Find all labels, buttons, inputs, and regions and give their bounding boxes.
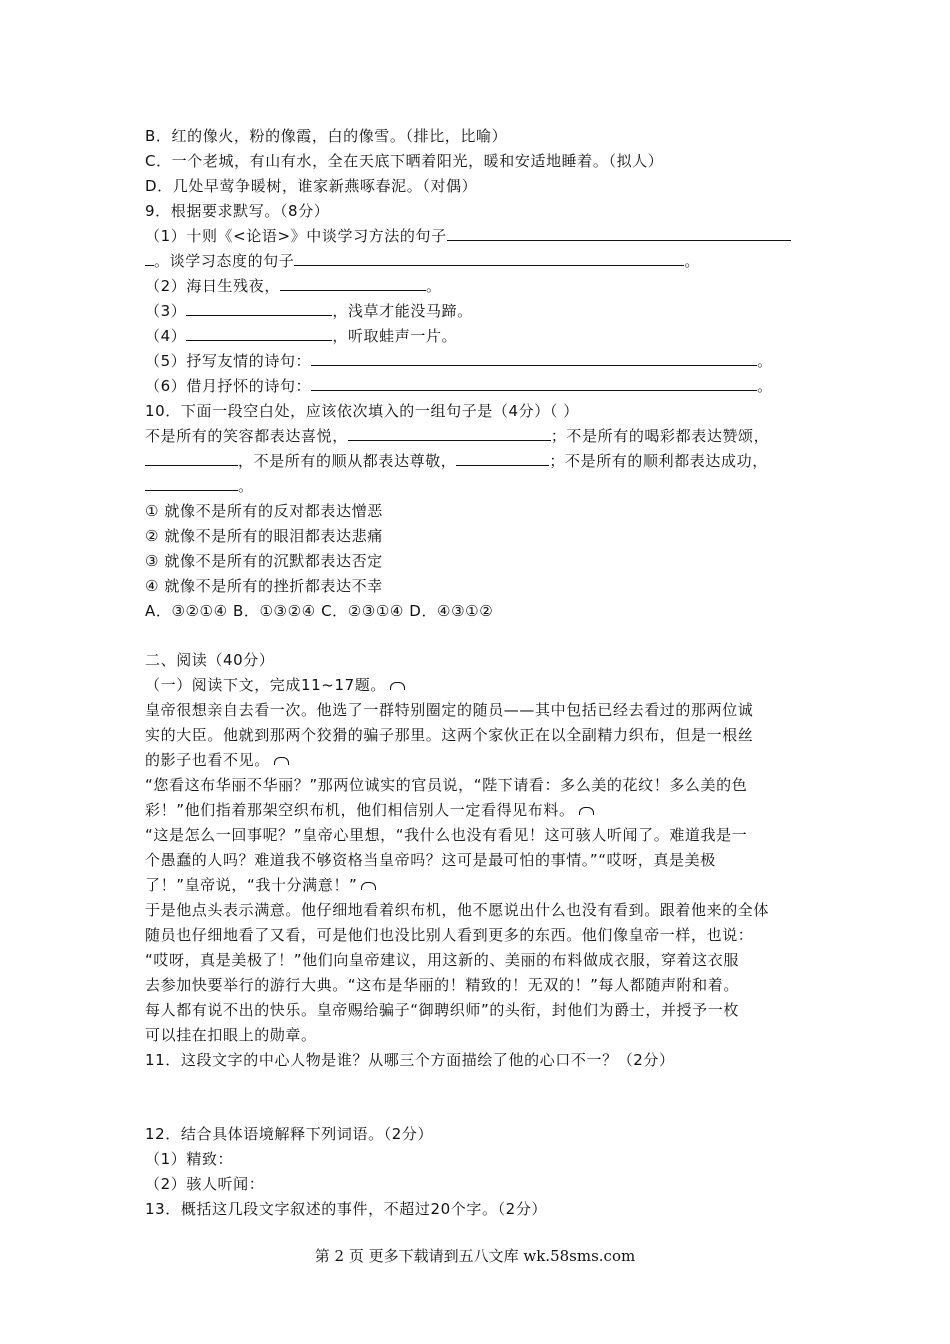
passage-line-text: 的影子也看不见。 <box>145 751 270 769</box>
q10-options-text: A．③②①④ B．①③②④ C．②③①④ D．④③①② <box>145 602 494 620</box>
question-12-item-2-text: （2）骇人听闻： <box>145 1175 265 1193</box>
paragraph-mark-icon <box>361 882 376 890</box>
question-9-item-1 <box>145 226 791 246</box>
period: 。 <box>238 477 254 495</box>
question-10-heading-text: 10．下面一段空白处，应该依次填入的一组句子是（4分）（ ） <box>145 402 579 420</box>
passage-line <box>145 750 289 770</box>
option-c <box>145 151 663 171</box>
question-12-text: 12．结合具体语境解释下列词语。（2分） <box>145 1125 434 1143</box>
passage-line <box>145 900 769 920</box>
passage-line-text: “这是怎么一回事呢？”皇帝心里想，“我什么也没有看见！这可骇人听闻了。难道我是一 <box>145 826 748 844</box>
q10-choice-1-text: ① 就像不是所有的反对都表达憎恶 <box>145 502 383 520</box>
passage-line <box>145 950 739 970</box>
question-10-heading <box>145 401 579 421</box>
answer-blank[interactable] <box>294 251 684 266</box>
passage-line-text: 皇帝很想亲自去看一次。他选了一群特别圈定的随员——其中包括已经去看过的那两位诚 <box>145 701 754 719</box>
answer-blank[interactable] <box>311 351 757 366</box>
answer-blank[interactable] <box>456 451 549 466</box>
passage-line <box>145 1025 317 1045</box>
passage-line-text: 每人都有说不出的快乐。皇帝赐给骗子“御聘织师”的头衔，封他们为爵士，并授予一枚 <box>145 1001 739 1019</box>
item-4-label: （4） <box>145 327 187 345</box>
question-9-item-2 <box>145 276 442 296</box>
q10-text-4: ；不是所有的顺利都表达成功， <box>549 452 768 470</box>
q10-choice-3 <box>145 551 383 571</box>
question-9-item-4 <box>145 326 457 346</box>
passage-line-text: 了！”皇帝说，“我十分满意！” <box>145 876 358 894</box>
q10-choice-2-text: ② 就像不是所有的眼泪都表达悲痛 <box>145 527 383 545</box>
question-10-line-1 <box>145 426 769 446</box>
passage-line-text: 随员也仔细地看了又看，可是他们也没比别人看到更多的东西。他们像皇帝一样，也说： <box>145 926 754 944</box>
passage-line-text: 去参加快要举行的游行大典。“这布是华丽的！精致的！无双的！”每人都随声附和着。 <box>145 976 739 994</box>
q10-choice-4 <box>145 576 383 596</box>
passage-line-text: 可以挂在扣眼上的勋章。 <box>145 1026 317 1044</box>
answer-blank[interactable] <box>348 426 551 441</box>
item-4-text: ，听取蛙声一片。 <box>332 327 458 345</box>
question-13 <box>145 1199 547 1219</box>
passage-line <box>145 825 747 845</box>
passage-line <box>145 700 753 720</box>
question-12 <box>145 1124 433 1144</box>
q10-options <box>145 601 493 621</box>
question-9-item-3 <box>145 301 473 321</box>
section-reading-heading <box>145 650 275 670</box>
item-1-cont-text: 。谈学习态度的句子 <box>154 252 295 270</box>
question-12-item-2 <box>145 1174 264 1194</box>
question-13-text: 13．概括这几段文字叙述的事件，不超过20个字。（2分） <box>145 1200 548 1218</box>
item-6-text: （6）借月抒怀的诗句： <box>145 377 312 395</box>
q10-text-1: 不是所有的笑容都表达喜悦， <box>145 427 348 445</box>
paragraph-mark-icon <box>579 807 594 815</box>
q10-choice-1 <box>145 501 383 521</box>
passage-line <box>145 775 747 795</box>
answer-blank[interactable] <box>280 276 426 291</box>
question-11-text: 11．这段文字的中心人物是谁？从哪三个方面描绘了他的心口不一？（2分） <box>145 1051 675 1069</box>
question-10-line-2 <box>145 451 768 471</box>
passage-line <box>145 1000 739 1020</box>
option-d <box>145 176 477 196</box>
period: 。 <box>425 277 442 295</box>
question-9-item-1-cont <box>145 251 700 271</box>
question-9-item-5 <box>145 351 773 371</box>
answer-blank[interactable] <box>311 376 757 391</box>
question-11 <box>145 1050 675 1070</box>
section-reading-heading-text: 二、阅读（40分） <box>145 651 275 669</box>
option-c-text: C．一个老城，有山有水，全在天底下晒着阳光，暖和安适地睡着。（拟人） <box>145 152 664 170</box>
paragraph-mark-icon <box>274 757 289 765</box>
paragraph-mark-icon <box>390 682 405 690</box>
period: 。 <box>684 252 701 270</box>
passage-line <box>145 875 376 895</box>
passage-line-text: 于是他点头表示满意。他仔细地看着织布机，他不愿说出什么也没有看到。跟着他来的全体 <box>145 901 770 919</box>
answer-blank[interactable] <box>186 326 332 341</box>
q10-text-2: ；不是所有的喝彩都表达赞颂， <box>550 427 770 445</box>
question-9-item-6 <box>145 376 773 396</box>
q10-choice-4-text: ④ 就像不是所有的挫折都表达不幸 <box>145 577 383 595</box>
q10-text-3: ，不是所有的顺从都表达尊敬， <box>238 452 457 470</box>
passage-line-text: 彩！”他们指着那架空织布机，他们相信别人一定看得见布料。 <box>145 801 575 819</box>
question-9-heading <box>145 201 329 221</box>
passage-line-text: “哎呀，真是美极了！”他们向皇帝建议，用这新的、美丽的布料做成衣服，穿着这衣服 <box>145 951 739 969</box>
option-b-text: B．红的像火，粉的像霞，白的像雪。（排比，比喻） <box>145 127 508 145</box>
item-1-text: （1）十则《<论语>》中谈学习方法的句子 <box>145 227 447 245</box>
passage-line <box>145 725 753 745</box>
item-3-text: ，浅草才能没马蹄。 <box>332 302 473 320</box>
passage-line-text: 个愚蠢的人吗？难道我不够资格当皇帝吗？这可是最可怕的事情。”“哎呀，真是美极 <box>145 851 716 869</box>
passage-line <box>145 850 716 870</box>
reading-instruction <box>145 675 405 695</box>
passage-line <box>145 925 753 945</box>
answer-blank[interactable] <box>447 226 791 241</box>
q10-choice-3-text: ③ 就像不是所有的沉默都表达否定 <box>145 552 383 570</box>
passage-line-text: “您看这布华丽不华丽？”那两位诚实的官员说，“陛下请看：多么美的花纹！多么美的色 <box>145 776 748 794</box>
page-footer-text: 第 2 页 更多下载请到五八文库 wk.58sms.com <box>314 1247 636 1265</box>
passage-line <box>145 800 594 820</box>
item-5-text: （5）抒写友情的诗句： <box>145 352 312 370</box>
answer-blank[interactable] <box>145 476 238 491</box>
question-12-item-1-text: （1）精致： <box>145 1150 234 1168</box>
page-footer <box>0 1246 950 1266</box>
passage-line-text: 实的大臣。他就到那两个狡猾的骗子那里。这两个家伙正在以全副精力织布，但是一根丝 <box>145 726 754 744</box>
option-d-text: D．几处早莺争暖树，谁家新燕啄春泥。（对偶） <box>145 177 478 195</box>
answer-blank[interactable] <box>145 251 154 266</box>
question-9-heading-text: 9．根据要求默写。（8分） <box>145 202 330 220</box>
reading-instruction-text: （一）阅读下文，完成11~17题。 <box>145 676 386 694</box>
question-10-line-3 <box>145 476 254 496</box>
item-3-label: （3） <box>145 302 187 320</box>
item-2-text: （2）海日生残夜， <box>145 277 280 295</box>
question-12-item-1 <box>145 1149 233 1169</box>
period: 。 <box>757 352 773 370</box>
answer-blank[interactable] <box>186 301 332 316</box>
answer-blank[interactable] <box>145 451 238 466</box>
q10-choice-2 <box>145 526 383 546</box>
option-b <box>145 126 507 146</box>
period: 。 <box>757 377 773 395</box>
passage-line <box>145 975 739 995</box>
